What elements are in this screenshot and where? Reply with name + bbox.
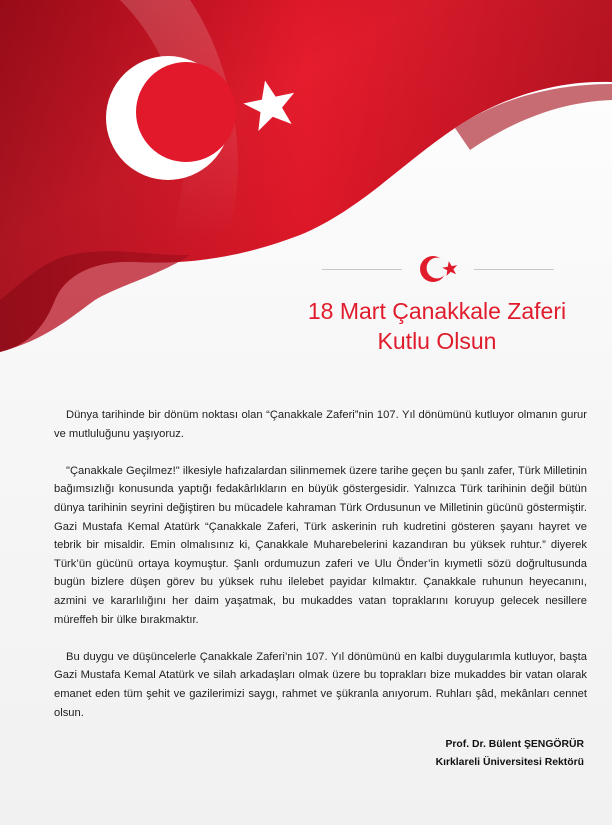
ornament-line-right [474, 269, 554, 270]
title-line-1: 18 Mart Çanakkale Zaferi [307, 298, 567, 324]
title-ornament [322, 252, 554, 286]
page-title [262, 296, 612, 356]
paragraph-3: Bu duygu ve düşüncelerle Çanakkale Zaferi’nin 107. Yıl dönümünü en kalbi duygularımla kutluyor, başta Gazi Mustafa Kemal Atatürk ve silah arkadaşları olmak üzere bu toprakları bize mukaddes bir vatan olarak emanet eden tüm şehit ve gazilerimizi saygı, rahmet ve şükranla anıyorum. Ruhları şâd, mekânları cennet olsun. [54, 650, 587, 719]
paragraph-2: "Çanakkale Geçilmez!" ilkesiyle hafızalardan silinmemek üzere tarihe geçen bu şanlı zafer, Türk Milletinin bağımsızlığı konusunda yaptığı fedakârlıkların en büyük göstergesidir. Yalnızca Türk tarihinin değil bütün dünya tarihinin seyrini değiştiren bu mücadele kahraman Türk Ordusunun ve Milletinin gücünü göstermiştir. Gazi Mustafa Kemal Atatürk “Çanakkale Zaferi, Türk askerinin ruh kudretini gösteren şayanı hayret ve tebrik bir misaldir. Emin olmalısınız ki, Çanakkale Muharebelerini kazandıran bu yüksek ruhtur.” diyerek Türk’ün gücünü ortaya koymuştur. Şanlı ordumuzun zaferi ve Ulu Önder’in kıymetli sözü doğrultusunda bugün bizlere düşen görev bu yüksek ruhu ilelebet payidar kılmaktır. Çanakkale ruhunun heyecanını, azmini ve kararlılığını her daim yaşatmak, bu mukaddes vatan topraklarını koruyup gelecek nesillere müreffeh bir ülke bırakmaktır. [54, 464, 587, 626]
letter-body [54, 406, 587, 741]
signature-name: Prof. Dr. Bülent ŞENGÖRÜR [445, 739, 584, 750]
title-line-2: Kutlu Olsun [377, 328, 497, 354]
ornament-line-left [322, 269, 402, 270]
signature-block [436, 736, 584, 772]
signature-position: Kırklareli Üniversitesi Rektörü [435, 757, 584, 768]
paragraph-1: Dünya tarihinde bir dönüm noktası olan “Çanakkale Zaferi”nin 107. Yıl dönümünü kutluyor olmanın gurur ve mutluluğunu yaşıyoruz. [54, 409, 587, 440]
crescent-star-icon [414, 252, 464, 286]
